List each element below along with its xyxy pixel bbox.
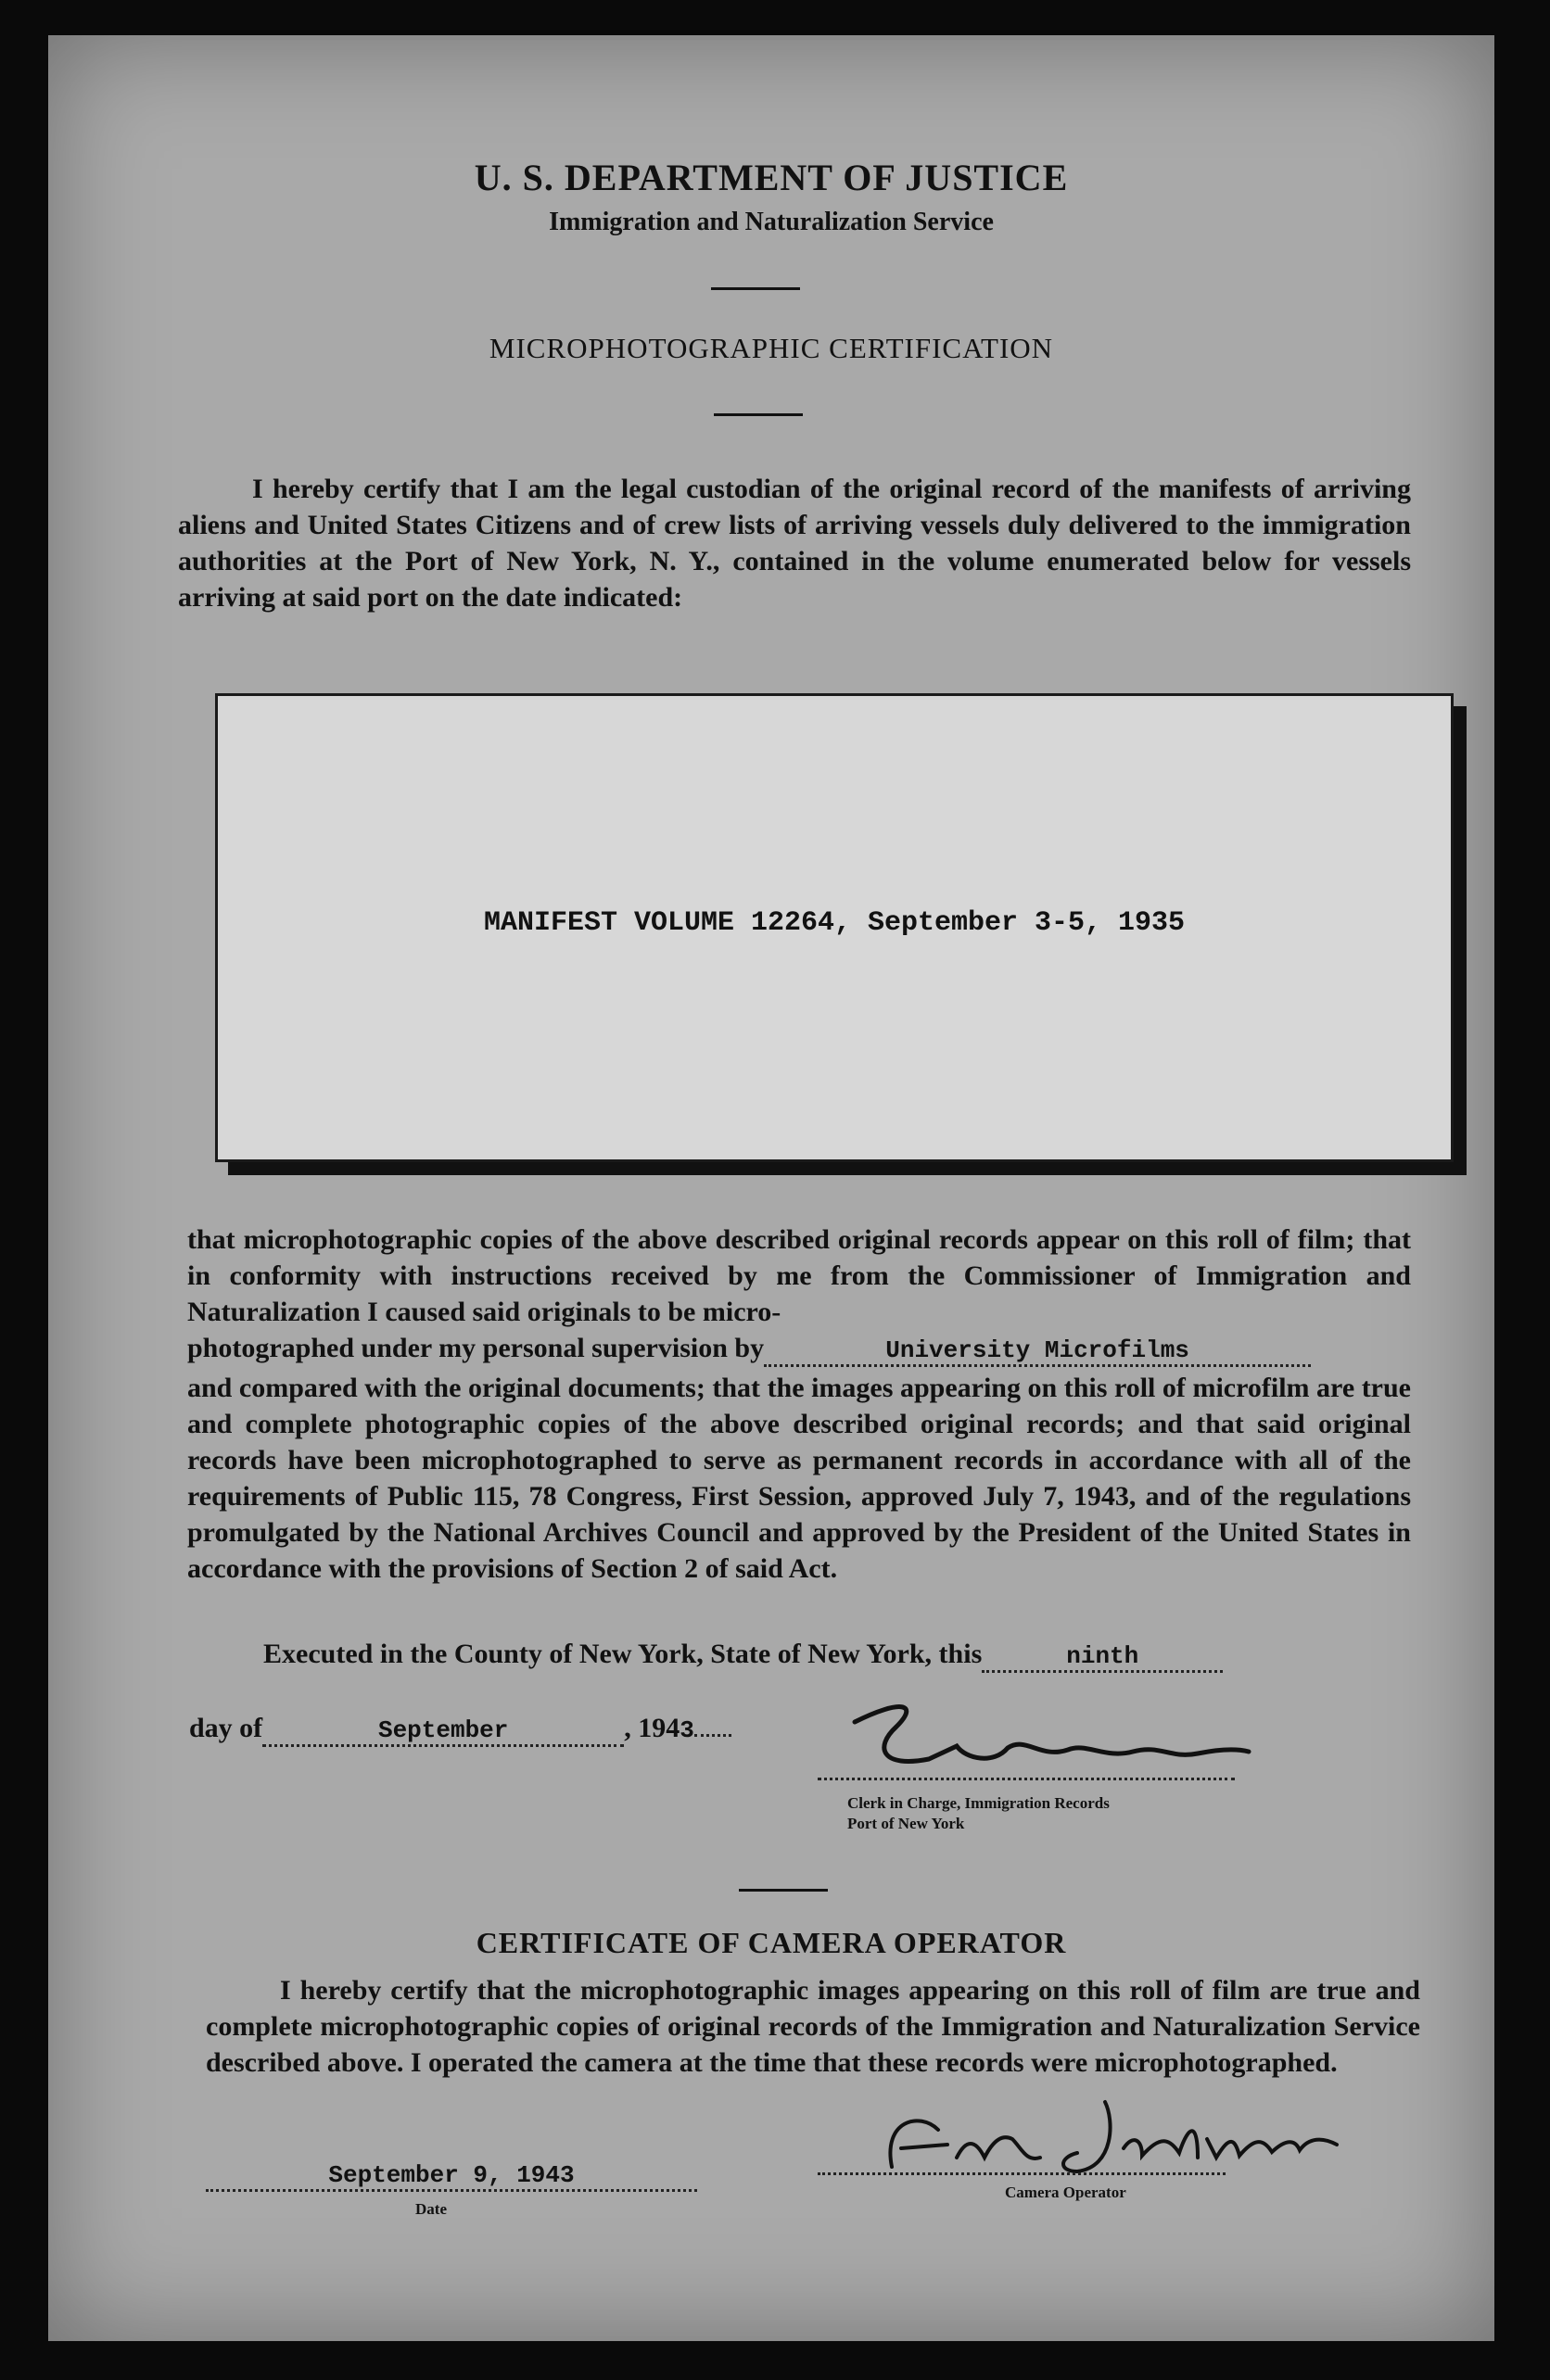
intro-paragraph: I hereby certify that I am the legal custodian of the original record of the manifests of arriving aliens and United States Citizens and of crew lists of arriving vessels duly delivered to the immigration authorities at the Port of New York, N. Y., contained in the volume enumerated below for vessels arriving at said port on the date indicated: <box>178 474 1411 613</box>
certificate-page <box>48 35 1494 2341</box>
camera-paragraph: I hereby certify that the microphotographic images appearing on this roll of film are true and complete microphotographic copies of original records of the Immigration and Naturalization Service described above. I operated the camera at the time that these records were microphotographed. <box>206 1975 1420 2078</box>
execution-year-digit: 3 <box>680 1716 694 1744</box>
execution-prefix: Executed in the County of New York, State of New York, this <box>263 1639 983 1669</box>
camera-date-label: Date <box>415 2200 447 2218</box>
divider-bottom <box>739 1889 828 1892</box>
department-heading: U. S. DEPARTMENT OF JUSTICE <box>474 157 1069 198</box>
volume-card <box>215 693 1454 1162</box>
date-line <box>189 1713 731 1747</box>
camera-date-line <box>206 2158 697 2192</box>
microfilmer-name: University Microfilms <box>885 1336 1189 1364</box>
clerk-title: Clerk in Charge, Immigration Records <box>847 1794 1110 1812</box>
execution-month: September <box>377 1716 509 1744</box>
body-paragraph-b: and compared with the original documents; that the images appearing on this roll of microfilm are true and complete photographic copies of the above described original records; and that said original records have been microphotographed to serve as permanent records in accordance with all of the requirements of Public 115, 78 Congress, First Session, approved July 7, 1943, and of the regulations promulgated by the National Archives Council and approved by the President of the United States in accordance with the provisions of Section 2 of said Act. <box>187 1373 1411 1584</box>
divider-mid <box>714 413 803 416</box>
execution-line <box>263 1639 1223 1673</box>
camera-certificate-title: CERTIFICATE OF CAMERA OPERATOR <box>476 1926 1067 1959</box>
execution-day: ninth <box>1066 1642 1139 1670</box>
supervisor-line <box>187 1333 1311 1367</box>
day-of-label: day of <box>189 1713 263 1743</box>
divider-top <box>711 287 800 290</box>
execution-year-prefix: , 194 <box>624 1713 680 1743</box>
operator-signature-line <box>818 2172 1226 2175</box>
clerk-location: Port of New York <box>847 1815 965 1832</box>
body-paragraph-a: that microphotographic copies of the above described original records appear on this roll of film; that in conformity with instructions received by me from the Commissioner of Immigration and Naturalization I caused said originals to be micro- <box>187 1224 1411 1327</box>
camera-date-value: September 9, 1943 <box>328 2161 575 2189</box>
operator-label: Camera Operator <box>1005 2184 1126 2201</box>
supervisor-line-prefix: photographed under my personal supervision by <box>187 1333 765 1363</box>
manifest-volume-label: MANIFEST VOLUME 12264, September 3-5, 1935 <box>483 907 1186 939</box>
service-subheading: Immigration and Naturalization Service <box>549 208 994 236</box>
certification-title: MICROPHOTOGRAPHIC CERTIFICATION <box>489 332 1054 364</box>
clerk-signature-line <box>818 1778 1235 1780</box>
